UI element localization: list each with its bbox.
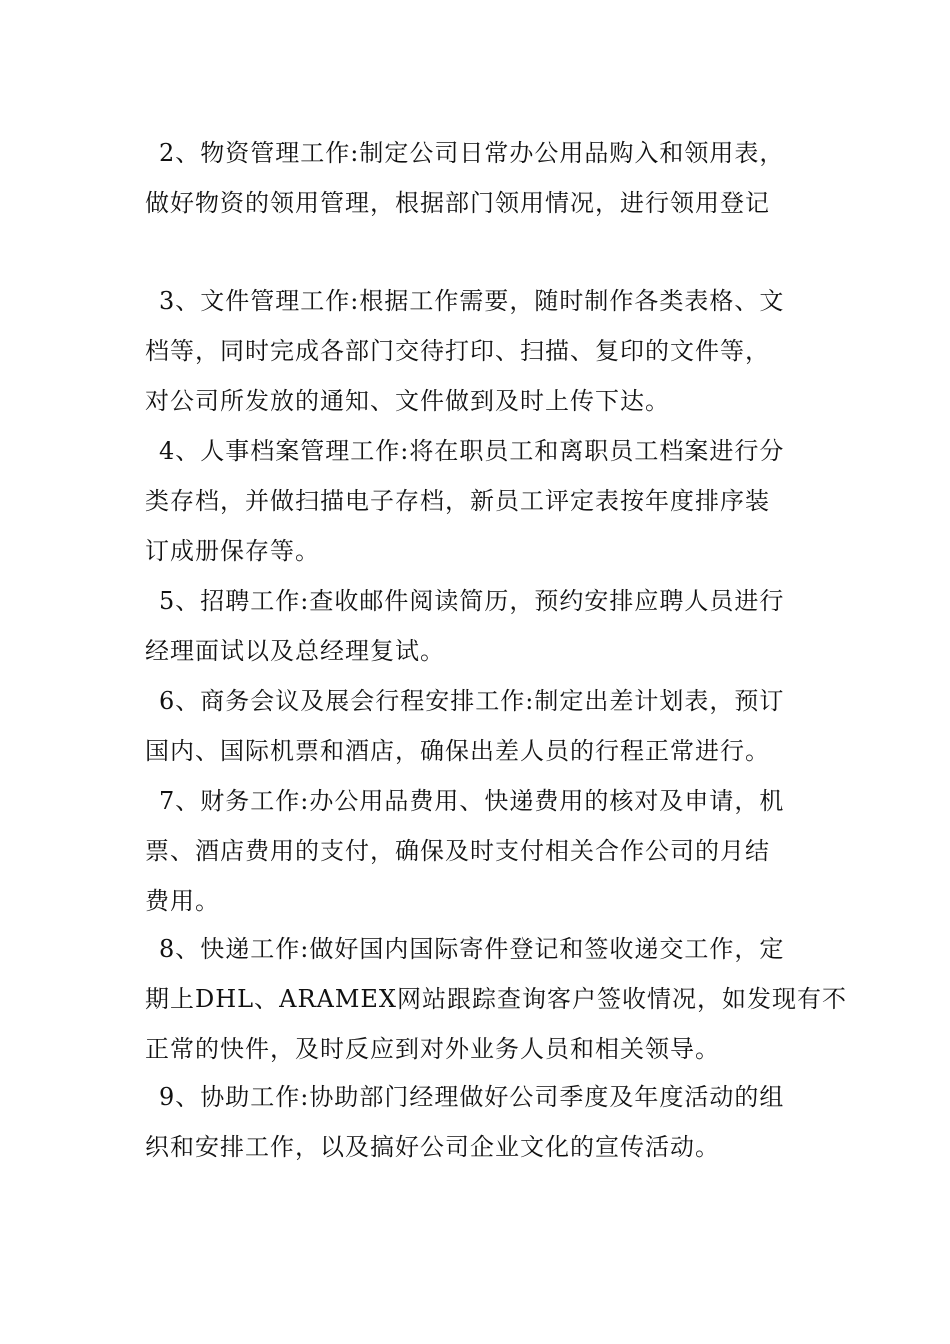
paragraph-item-9 xyxy=(145,1072,815,1172)
paragraph-line: 正常的快件，及时反应到对外业务人员和相关领导。 xyxy=(145,1035,720,1063)
paragraph-item-7 xyxy=(145,776,815,926)
paragraph-line: 2、物资管理工作:制定公司日常办公用品购入和领用表， xyxy=(159,139,785,167)
paragraph-item-6 xyxy=(145,676,815,776)
paragraph-line: 9、协助工作:协助部门经理做好公司季度及年度活动的组 xyxy=(159,1083,785,1111)
paragraph-line: 织和安排工作，以及搞好公司企业文化的宣传活动。 xyxy=(145,1133,720,1161)
paragraph-line: 费用。 xyxy=(145,887,220,915)
paragraph-item-4 xyxy=(145,426,815,576)
paragraph-line: 经理面试以及总经理复试。 xyxy=(145,637,445,665)
paragraph-line: 4、人事档案管理工作:将在职员工和离职员工档案进行分 xyxy=(159,437,785,465)
paragraph-line: 做好物资的领用管理，根据部门领用情况，进行领用登记 xyxy=(145,189,770,217)
paragraph-line: 国内、国际机票和酒店，确保出差人员的行程正常进行。 xyxy=(145,737,770,765)
paragraph-item-2 xyxy=(145,128,815,228)
paragraph-line: 3、文件管理工作:根据工作需要，随时制作各类表格、文 xyxy=(159,287,785,315)
paragraph-line: 6、商务会议及展会行程安排工作:制定出差计划表，预订 xyxy=(159,687,785,715)
paragraph-line: 8、快递工作:做好国内国际寄件登记和签收递交工作，定 xyxy=(159,935,785,963)
paragraph-line: 期上DHL、ARAMEX网站跟踪查询客户签收情况，如发现有不 xyxy=(145,985,848,1013)
paragraph-line: 订成册保存等。 xyxy=(145,537,320,565)
paragraph-line: 类存档，并做扫描电子存档，新员工评定表按年度排序装 xyxy=(145,487,770,515)
paragraph-line: 5、招聘工作:查收邮件阅读简历，预约安排应聘人员进行 xyxy=(159,587,785,615)
paragraph-item-8 xyxy=(145,924,848,1074)
paragraph-line: 对公司所发放的通知、文件做到及时上传下达。 xyxy=(145,387,670,415)
paragraph-line: 档等，同时完成各部门交待打印、扫描、复印的文件等， xyxy=(145,337,770,365)
paragraph-item-3 xyxy=(145,276,815,426)
paragraph-line: 7、财务工作:办公用品费用、快递费用的核对及申请，机 xyxy=(159,787,785,815)
paragraph-item-5 xyxy=(145,576,815,676)
paragraph-line: 票、酒店费用的支付，确保及时支付相关合作公司的月结 xyxy=(145,837,770,865)
